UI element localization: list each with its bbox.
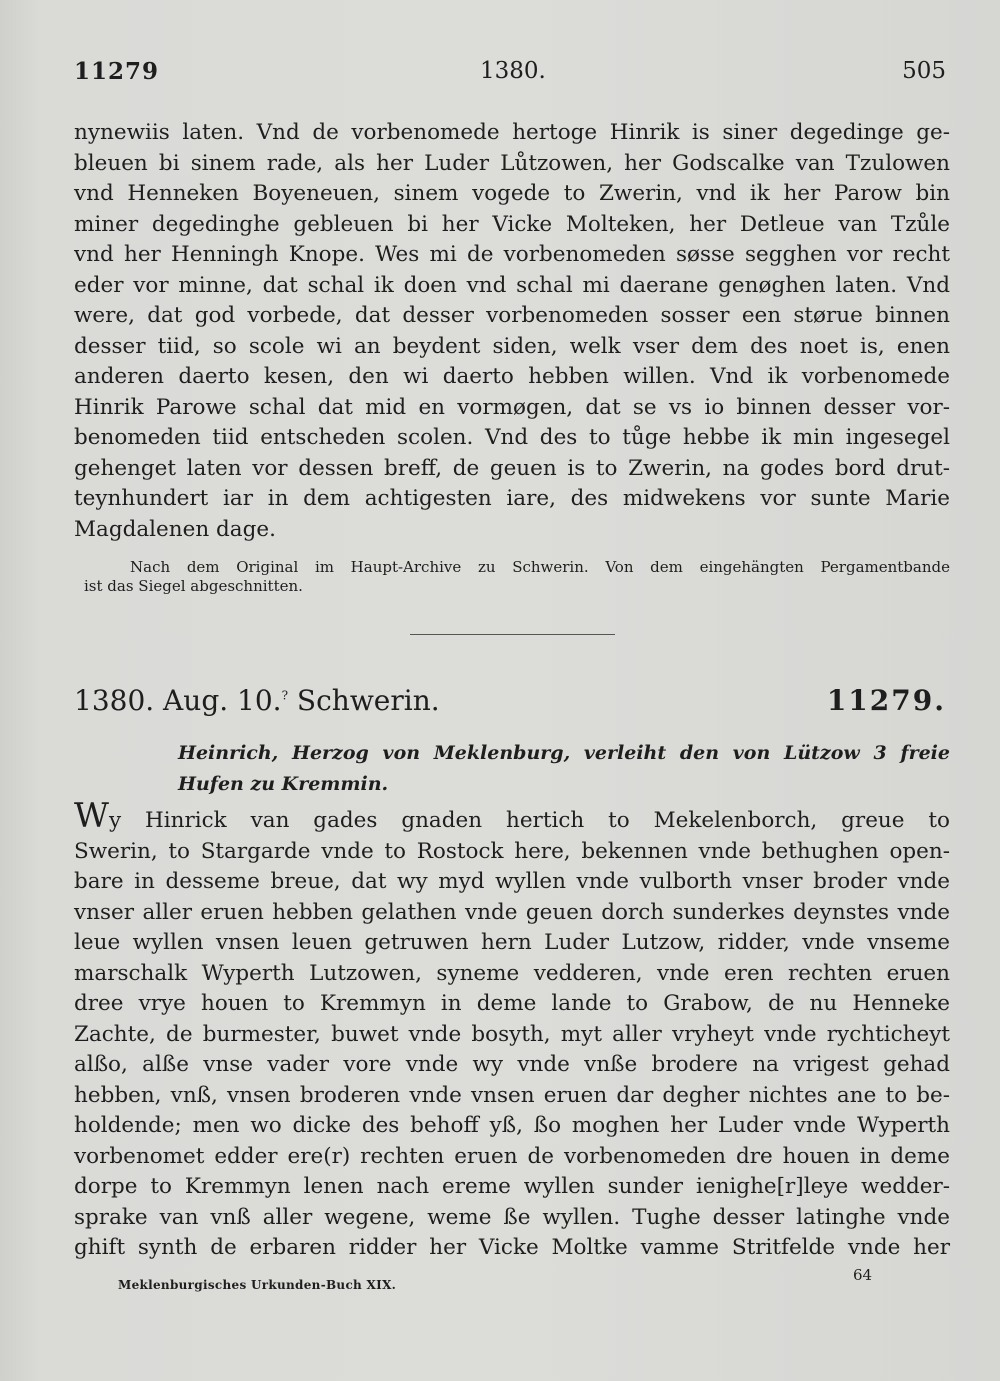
text-line: vorbenomet edder ere(r) rechten eruen de vorbenomeden dre houen in deme — [74, 1143, 950, 1169]
text-line: leue wyllen vnsen leuen getruwen hern Luder Lutzow, ridder, vnde vnseme — [74, 930, 950, 955]
book-title: Meklenburgisches Urkunden-Buch XIX. — [118, 1278, 397, 1292]
sheet-signature: 64 — [853, 1266, 873, 1284]
text-line: Swerin, to Stargarde vnde to Rostock here, bekennen vnde bethughen open- — [74, 838, 950, 864]
text-line: benomeden tiid entscheden scolen. Vnd des to tůge hebbe ik min ingesegel — [74, 425, 950, 450]
document-place: Schwerin. — [296, 684, 440, 717]
charter-text — [74, 796, 950, 1264]
text-line: anderen daerto kesen, den wi daerto hebben willen. Vnd ik vorbenomede — [74, 364, 950, 389]
text-line: miner degedinghe gebleuen bi her Vicke Molteken, her Detleue van Tzůle — [74, 211, 950, 237]
continued-charter-text — [74, 118, 950, 545]
text-line: sprake van vnß aller wegene, weme ße wyllen. Tughe desser latinghe vnde — [74, 1204, 950, 1230]
text-line: dree vrye houen to Kremmyn in deme lande to Grabow, de nu Henneke — [74, 991, 950, 1016]
section-divider — [410, 634, 615, 635]
text-line: eder vor minne, dat schal ik doen vnd schal mi daerane genøghen laten. Vnd — [74, 272, 950, 298]
page-header — [74, 58, 946, 90]
text-line: ghift synth de erbaren ridder her Vicke Moltke vamme Stritfelde vnde her — [74, 1235, 950, 1260]
text-line: gehenget laten vor dessen breff, de geuen is to Zwerin, na godes bord drut- — [74, 455, 950, 481]
text-line: vnser aller eruen hebben gelathen vnde geuen dorch sunderkes deynstes vnde — [74, 899, 950, 925]
text-line: Magdalenen dage. — [74, 516, 276, 542]
source-note — [84, 558, 950, 596]
text-line: hebben, vnß, vnsen broderen vnde vnsen eruen dar degher nichtes ane to be- — [74, 1082, 950, 1108]
header-document-number: 11279 — [74, 58, 160, 85]
text-line: nynewiis laten. Vnd de vorbenomede hertoge Hinrik is siner degedinge ge- — [74, 120, 950, 145]
text-line: were, dat god vorbede, dat desser vorbenomeden sosser een størue binnen — [74, 303, 950, 328]
summary-line: Hufen zu Kremmin. — [178, 773, 389, 795]
document-date-place — [74, 684, 440, 717]
text-line: bleuen bi sinem rade, als her Luder Lůtzowen, her Godscalke van Tzulowen — [74, 150, 950, 176]
document-heading — [74, 684, 946, 724]
text-line: dorpe to Kremmyn lenen nach ereme wyllen sunder ienighe[r]leye wedder- — [74, 1174, 950, 1199]
text-line: vnd her Henningh Knope. Wes mi de vorbenomeden søsse segghen vor recht — [74, 242, 950, 267]
source-note-line: Nach dem Original im Haupt-Archive zu Schwerin. Von dem eingehängten Pergamentbande — [130, 558, 950, 576]
text-line: desser tiid, so scole wi an beydent siden, welk vser dem des noet is, enen — [74, 333, 950, 359]
text-line: alßo, alße vnse vader vore vnde wy vnde vnße brodere na vrigest gehad — [74, 1052, 950, 1077]
text-line-first — [74, 796, 950, 837]
text-line: marschalk Wyperth Lutzowen, syneme vedderen, vnde eren rechten eruen — [74, 960, 950, 986]
initial-letter: W — [74, 796, 107, 836]
text-line: bare in desseme breue, dat wy myd wyllen vnde vulborth vnser broder vnde — [74, 869, 950, 894]
text-line: vnd Henneken Boyeneuen, sinem vogede to Zwerin, vnd ik her Parow bin — [74, 181, 950, 206]
text-line: holdende; men wo dicke des behoff yß, ßo moghen her Luder vnde Wyperth — [74, 1113, 950, 1138]
text-line: Zachte, de burmester, buwet vnde bosyth, myt aller vryheyt vnde rychticheyt — [74, 1021, 950, 1047]
header-year: 1380. — [480, 58, 546, 84]
text-line: Hinrik Parowe schal dat mid en vormøgen, dat se vs io binnen desser vor- — [74, 394, 950, 420]
text-line: teynhundert iar in dem achtigesten iare, des midwekens vor sunte Marie — [74, 486, 950, 511]
document-date: 1380. Aug. 10. — [74, 684, 282, 717]
document-summary — [178, 738, 950, 800]
document-number: 11279. — [826, 684, 946, 717]
date-uncertain-mark: ? — [281, 688, 289, 703]
first-line-rest: y Hinrick van gades gnaden hertich to Mekelenborch, greue to — [108, 808, 950, 833]
source-note-line: ist das Siegel abgeschnitten. — [84, 577, 303, 595]
summary-line: Heinrich, Herzog von Meklenburg, verleiht den von Lützow 3 freie — [178, 742, 950, 764]
header-page-number: 505 — [902, 58, 946, 84]
